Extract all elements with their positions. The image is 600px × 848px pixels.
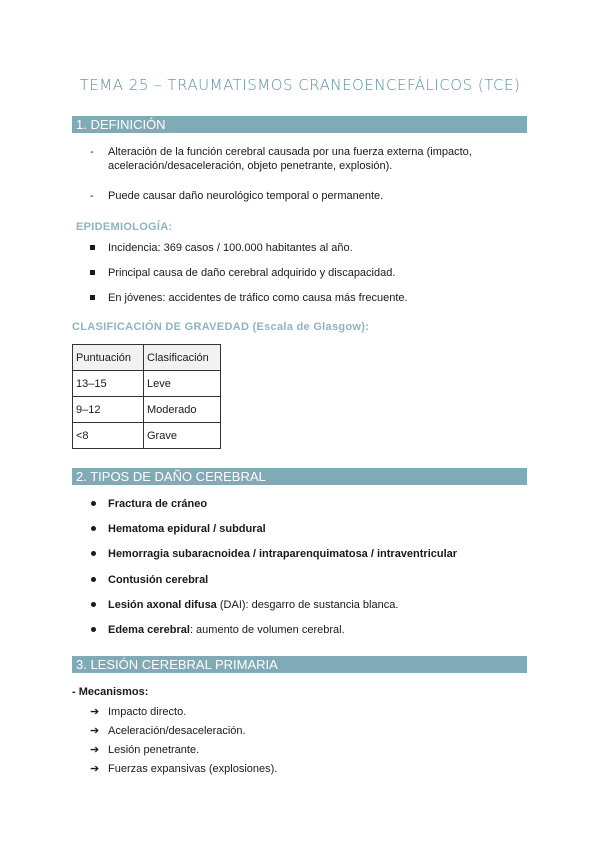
subheading-epidemiologia: EPIDEMIOLOGÍA: bbox=[76, 221, 173, 233]
dash-bullet: - bbox=[90, 146, 94, 158]
page-title: TEMA 25 – TRAUMATISMOS CRANEOENCEFÁLICOS (TCE) bbox=[79, 76, 521, 94]
square-bullet-icon bbox=[90, 245, 95, 250]
arrow-right-icon: ➔ bbox=[90, 744, 100, 756]
list-item-text: Principal causa de daño cerebral adquirido y discapacidad. bbox=[108, 267, 396, 279]
round-bullet-icon bbox=[91, 602, 96, 607]
round-bullet-icon bbox=[91, 501, 96, 506]
list-item-text: Impacto directo. bbox=[108, 706, 187, 718]
list-item-text: Fuerzas expansivas (explosiones). bbox=[108, 763, 278, 775]
list-item-bold: Fractura de cráneo bbox=[108, 498, 208, 510]
section-heading-tipos: 2. TIPOS DE DAÑO CEREBRAL bbox=[72, 468, 527, 485]
list-item-text: (DAI): desgarro de sustancia blanca. bbox=[216, 599, 399, 611]
arrow-right-icon: ➔ bbox=[90, 763, 100, 775]
square-bullet-icon bbox=[90, 270, 95, 275]
table-row bbox=[73, 397, 221, 423]
table-cell: Grave bbox=[144, 423, 221, 449]
round-bullet-icon bbox=[91, 627, 96, 632]
table-cell: 13–15 bbox=[73, 371, 144, 397]
list-item-bold: Hemorragia subaracnoidea / intraparenquimatosa / intraventricular bbox=[108, 548, 458, 560]
table-cell: Leve bbox=[144, 371, 221, 397]
column-header: Clasificación bbox=[144, 345, 221, 371]
column-header: Puntuación bbox=[73, 345, 144, 371]
list-item-text: Aceleración/desaceleración. bbox=[108, 725, 246, 737]
list-item-bold: Contusión cerebral bbox=[108, 574, 209, 586]
subheading-clasificacion: CLASIFICACIÓN DE GRAVEDAD (Escala de Glasgow): bbox=[72, 321, 370, 333]
table-header-row bbox=[73, 345, 221, 371]
round-bullet-icon bbox=[91, 526, 96, 531]
arrow-right-icon: ➔ bbox=[90, 706, 100, 718]
list-item-text: Lesión penetrante. bbox=[108, 744, 200, 756]
table-cell: <8 bbox=[73, 423, 144, 449]
table-row bbox=[73, 371, 221, 397]
glasgow-table bbox=[72, 344, 221, 449]
round-bullet-icon bbox=[91, 551, 96, 556]
list-item-bold: Edema cerebral bbox=[108, 624, 190, 636]
dash-bullet: - bbox=[90, 190, 94, 202]
mecanismos-label: - Mecanismos: bbox=[72, 686, 149, 698]
list-item-text: Puede causar daño neurológico temporal o permanente. bbox=[108, 190, 384, 202]
section-heading-definicion: 1. DEFINICIÓN bbox=[72, 116, 527, 133]
list-item-text: Alteración de la función cerebral causada por una fuerza externa (impacto, aceleración/desaceleración, objeto penetrante, explosión). bbox=[108, 146, 472, 172]
round-bullet-icon bbox=[91, 577, 96, 582]
list-item-bold: Lesión axonal difusa bbox=[108, 599, 217, 611]
table-cell: 9–12 bbox=[73, 397, 144, 423]
section-heading-lesion-primaria: 3. LESIÓN CEREBRAL PRIMARIA bbox=[72, 656, 527, 673]
list-item-text: Incidencia: 369 casos / 100.000 habitantes al año. bbox=[108, 242, 353, 254]
list-item-text: : aumento de volumen cerebral. bbox=[189, 624, 345, 636]
table-cell: Moderado bbox=[144, 397, 221, 423]
list-item-bold: Hematoma epidural / subdural bbox=[108, 523, 266, 535]
list-item-text: En jóvenes: accidentes de tráfico como causa más frecuente. bbox=[108, 292, 408, 304]
square-bullet-icon bbox=[90, 295, 95, 300]
arrow-right-icon: ➔ bbox=[90, 725, 100, 737]
table-row bbox=[73, 423, 221, 449]
